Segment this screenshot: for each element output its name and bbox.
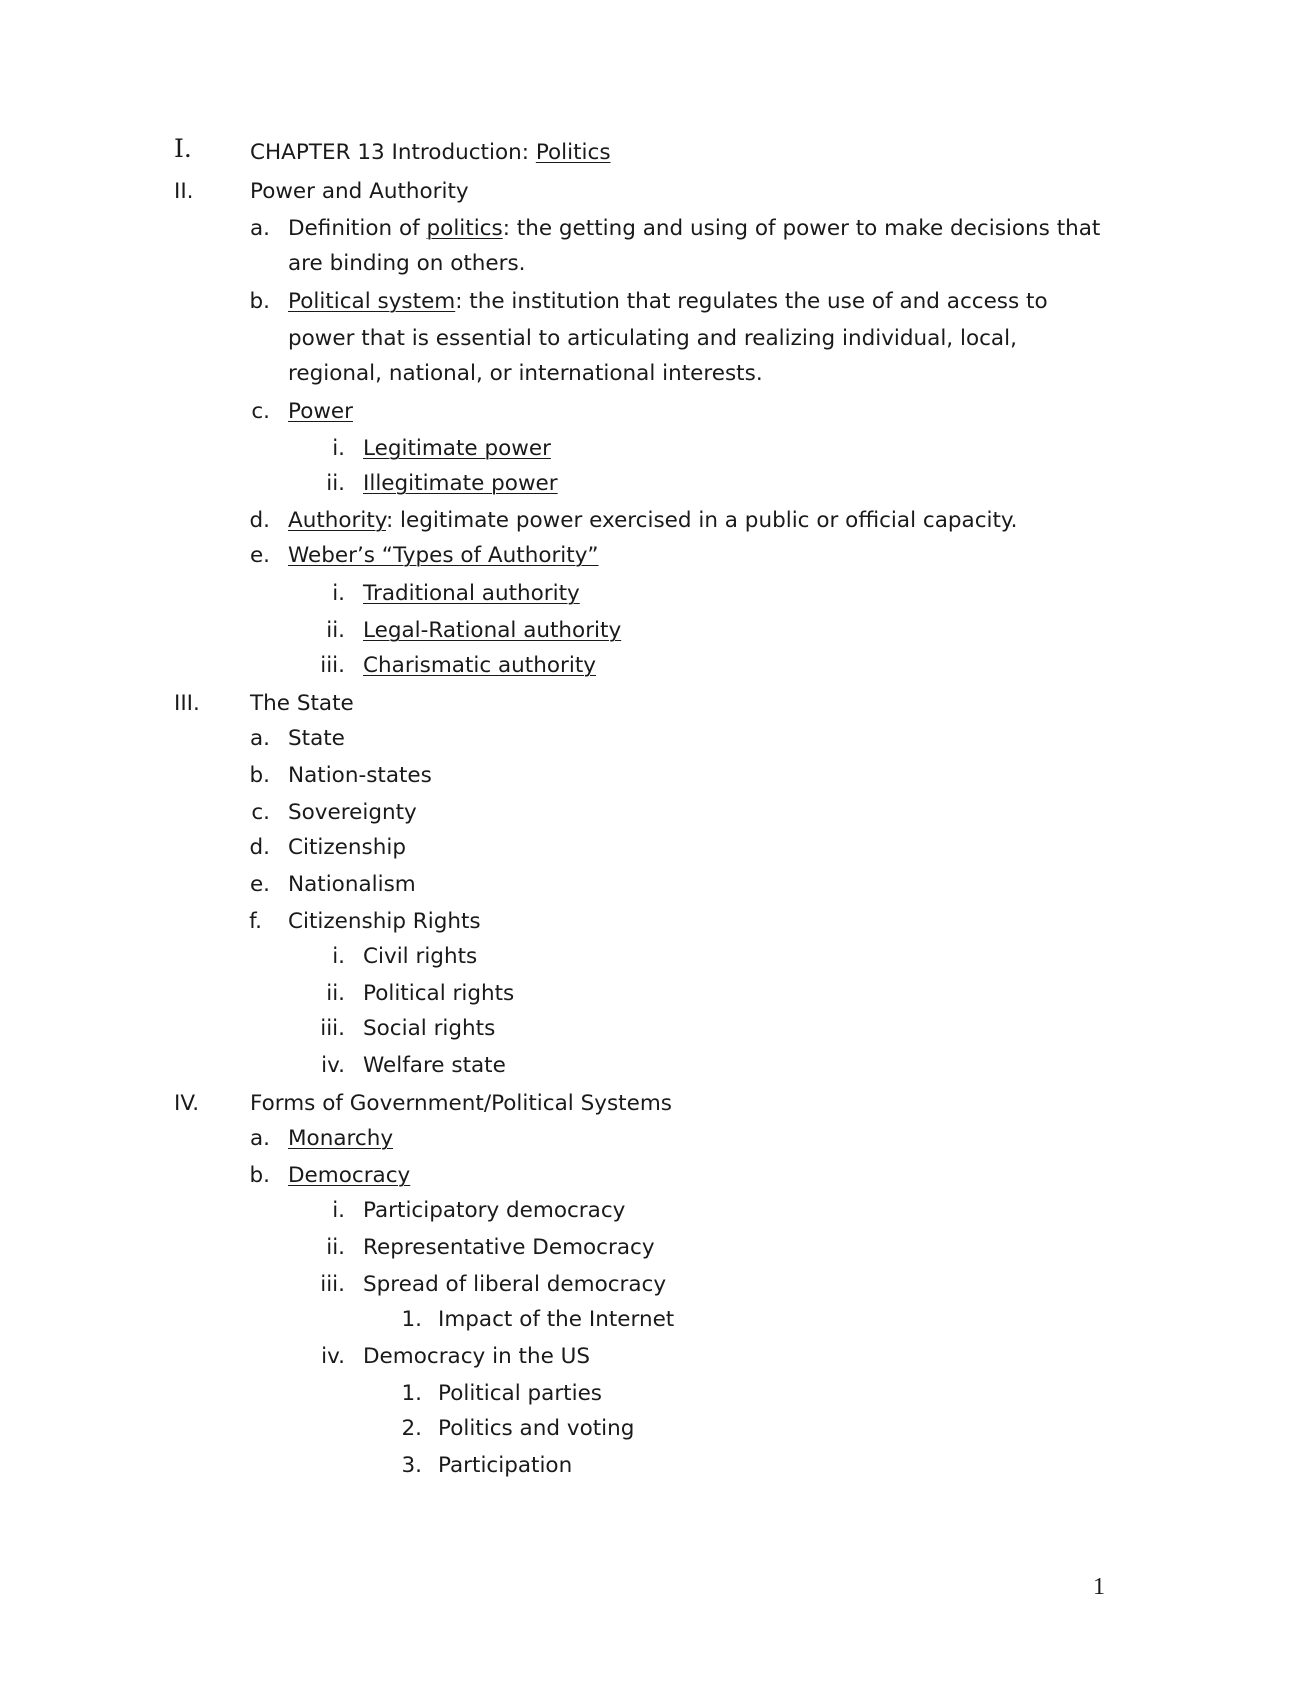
subitem-number: ii. xyxy=(326,471,345,496)
underlined-term: Authority xyxy=(288,508,386,533)
underlined-term: politics xyxy=(426,216,503,241)
section-number: I. xyxy=(174,134,192,163)
outline-item xyxy=(288,543,599,569)
item-letter: f. xyxy=(249,909,262,934)
section-heading: Power and Authority xyxy=(250,179,469,204)
underlined-term: Democracy xyxy=(288,1163,411,1188)
item-continuation: regional, national, or international interests. xyxy=(288,361,763,386)
numbered-item-number: 1. xyxy=(401,1381,422,1406)
section-number: IV. xyxy=(174,1091,200,1116)
outline-subitem: Participatory democracy xyxy=(363,1198,626,1223)
outline-subitem: Civil rights xyxy=(363,944,478,969)
numbered-item: Political parties xyxy=(438,1381,603,1406)
outline-item xyxy=(288,508,1017,534)
outline-subitem: Representative Democracy xyxy=(363,1235,655,1260)
subitem-number: i. xyxy=(332,436,345,461)
outline-item: Nationalism xyxy=(288,872,416,897)
item-text: : the institution that regulates the use of and access to xyxy=(455,289,1048,314)
section-number: III. xyxy=(174,691,200,716)
heading-text: CHAPTER 13 Introduction: xyxy=(250,140,536,165)
item-continuation: are binding on others. xyxy=(288,251,526,276)
underlined-term: Politics xyxy=(535,140,611,165)
numbered-item-number: 1. xyxy=(401,1307,422,1332)
outline-item xyxy=(288,399,353,425)
outline-item xyxy=(288,216,1100,242)
subitem-number: ii. xyxy=(326,618,345,643)
underlined-term: Weber’s “Types of Authority” xyxy=(288,543,599,568)
item-letter: a. xyxy=(249,216,270,241)
subitem-number: iii. xyxy=(320,653,345,678)
underlined-term: Monarchy xyxy=(288,1126,394,1151)
underlined-term: Power xyxy=(288,399,354,424)
underlined-term: Legitimate power xyxy=(363,436,551,461)
outline-item xyxy=(288,1163,410,1189)
outline-item: State xyxy=(288,726,345,751)
underlined-term: Legal-Rational authority xyxy=(363,618,622,643)
item-letter: d. xyxy=(249,508,270,533)
item-letter: b. xyxy=(249,1163,270,1188)
outline-subitem: Welfare state xyxy=(363,1053,506,1078)
outline-subitem: Political rights xyxy=(363,981,515,1006)
outline-subitem: Social rights xyxy=(363,1016,496,1041)
item-text: Definition of xyxy=(288,216,427,241)
outline-item: Nation-states xyxy=(288,763,432,788)
outline-subitem xyxy=(363,618,621,644)
subitem-number: i. xyxy=(332,944,345,969)
subitem-number: ii. xyxy=(326,981,345,1006)
subitem-number: ii. xyxy=(326,1235,345,1260)
numbered-item: Participation xyxy=(438,1453,573,1478)
subitem-number: i. xyxy=(332,1198,345,1223)
numbered-item-number: 3. xyxy=(401,1453,422,1478)
subitem-number: iii. xyxy=(320,1272,345,1297)
item-text: : legitimate power exercised in a public or official capacity. xyxy=(385,508,1018,533)
outline-subitem: Democracy in the US xyxy=(363,1344,591,1369)
outline-item xyxy=(288,1126,393,1152)
section-heading: Forms of Government/Political Systems xyxy=(250,1091,672,1116)
page-number: 1 xyxy=(1093,1574,1105,1600)
outline-subitem xyxy=(363,471,558,497)
item-letter: a. xyxy=(249,726,270,751)
subitem-number: iii. xyxy=(320,1016,345,1041)
section-heading: The State xyxy=(250,691,354,716)
subitem-number: iv. xyxy=(321,1053,345,1078)
item-letter: a. xyxy=(249,1126,270,1151)
underlined-term: Illegitimate power xyxy=(363,471,558,496)
subitem-number: i. xyxy=(332,581,345,606)
item-text: : the getting and using of power to make decisions that xyxy=(502,216,1101,241)
item-letter: c. xyxy=(251,399,270,424)
underlined-term: Charismatic authority xyxy=(363,653,596,678)
section-heading xyxy=(250,140,611,166)
outline-item: Sovereignty xyxy=(288,800,417,825)
outline-subitem: Spread of liberal democracy xyxy=(363,1272,667,1297)
numbered-item: Impact of the Internet xyxy=(438,1307,675,1332)
item-letter: b. xyxy=(249,763,270,788)
item-letter: e. xyxy=(249,872,270,897)
outline-item xyxy=(288,289,1048,315)
numbered-item: Politics and voting xyxy=(438,1416,635,1441)
item-letter: e. xyxy=(249,543,270,568)
numbered-item-number: 2. xyxy=(401,1416,422,1441)
item-letter: d. xyxy=(249,835,270,860)
outline-item: Citizenship Rights xyxy=(288,909,481,934)
subitem-number: iv. xyxy=(321,1344,345,1369)
underlined-term: Traditional authority xyxy=(363,581,580,606)
item-letter: c. xyxy=(251,800,270,825)
item-continuation: power that is essential to articulating and realizing individual, local, xyxy=(288,326,1017,351)
underlined-term: Political system xyxy=(288,289,456,314)
outline-subitem xyxy=(363,436,551,462)
section-number: II. xyxy=(174,179,194,204)
outline-subitem xyxy=(363,653,596,679)
outline-subitem xyxy=(363,581,580,607)
item-letter: b. xyxy=(249,289,270,314)
outline-item: Citizenship xyxy=(288,835,406,860)
